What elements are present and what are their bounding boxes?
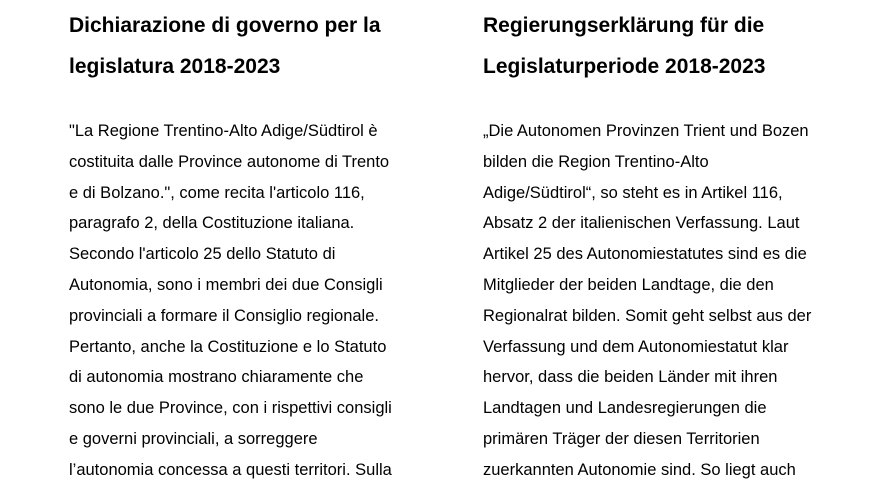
german-text-line: Artikel 25 des Autonomiestatutes sind es die <box>483 245 807 264</box>
italian-title <box>69 0 449 87</box>
german-text-line: „Die Autonomen Provinzen Trient und Bozen <box>483 122 809 140</box>
italian-text-line: Autonomia, sono i membri dei due Consigli <box>69 275 383 294</box>
italian-text-line: e di Bolzano.", come recita l'articolo 116, <box>69 183 365 202</box>
italian-text-line: e governi provinciali, a sorreggere <box>69 429 318 448</box>
german-title-line: Regierungserklärung für die <box>483 14 765 37</box>
italian-column <box>69 0 449 479</box>
italian-text-line: costituita dalle Province autonome di Trento <box>69 152 390 171</box>
german-text-line: Mitglieder der beiden Landtage, die den <box>483 275 774 294</box>
german-title <box>483 0 883 87</box>
german-text-line: Verfassung und dem Autonomiestatut klar <box>483 337 789 356</box>
italian-title-line: legislatura 2018-2023 <box>69 55 281 78</box>
italian-text-line: sono le due Province, con i rispettivi consigli <box>69 399 392 418</box>
german-column <box>483 0 883 479</box>
german-text-line: bilden die Region Trentino-Alto <box>483 152 709 171</box>
german-text-line: zuerkannten Autonomie sind. So liegt auch <box>483 460 796 479</box>
italian-text-line: Secondo l'articolo 25 dello Statuto di <box>69 245 336 264</box>
italian-text-line: di autonomia mostrano chiaramente che <box>69 368 364 387</box>
german-text-line: Landtagen und Landesregierungen die <box>483 399 767 418</box>
italian-text-line: l’autonomia concessa a questi territori. Sulla <box>69 460 392 479</box>
italian-title-line: Dichiarazione di governo per la <box>69 14 381 37</box>
german-text-line: Absatz 2 der italienischen Verfassung. Laut <box>483 214 800 233</box>
german-paragraph <box>483 116 811 486</box>
italian-paragraph <box>69 116 392 486</box>
german-title-line: Legislaturperiode 2018-2023 <box>483 55 766 78</box>
italian-text-line: provinciali a formare il Consiglio regionale. <box>69 306 379 325</box>
german-text-line: primären Träger der diesen Territorien <box>483 429 760 448</box>
german-text-line: Adige/Südtirol“, so steht es in Artikel 116, <box>483 183 783 202</box>
italian-text-line: Pertanto, anche la Costituzione e lo Statuto <box>69 337 387 356</box>
italian-text-line: "La Regione Trentino-Alto Adige/Südtirol è <box>69 122 378 140</box>
italian-text-line: paragrafo 2, della Costituzione italiana. <box>69 214 355 233</box>
german-text-line: Regionalrat bilden. Somit geht selbst aus der <box>483 306 812 325</box>
german-text-line: hervor, dass die beiden Länder mit ihren <box>483 368 778 387</box>
